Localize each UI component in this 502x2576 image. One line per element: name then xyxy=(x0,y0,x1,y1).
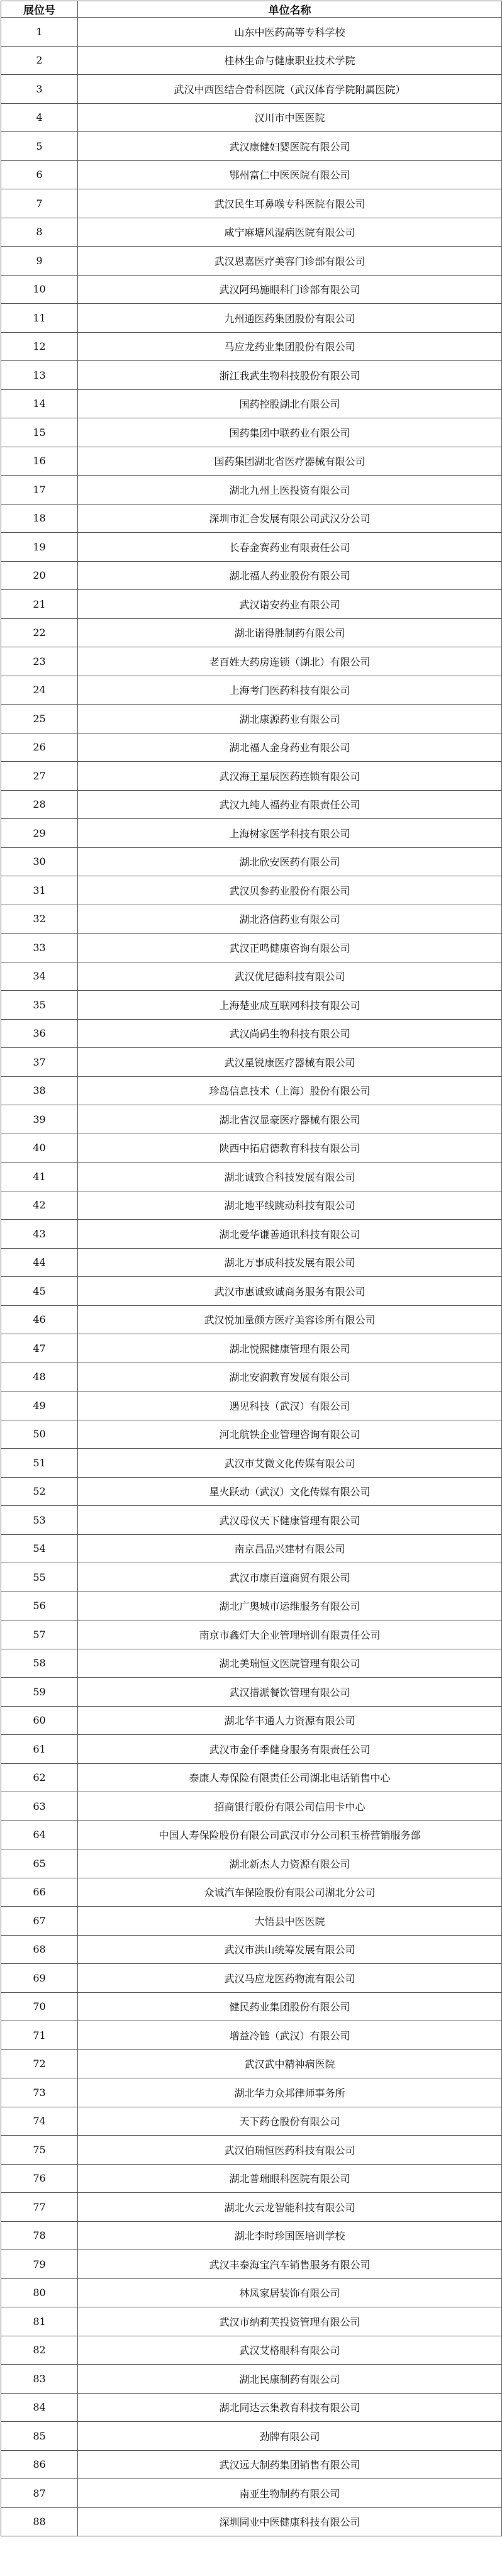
booth-number-cell: 3 xyxy=(1,75,78,104)
company-name-cell: 武汉市洪山统筹发展有限公司 xyxy=(78,1935,502,1964)
company-name-cell: 桂林生命与健康职业技术学院 xyxy=(78,46,502,75)
table-row xyxy=(1,1620,502,1649)
company-name-cell: 国药控股湖北有限公司 xyxy=(78,389,502,418)
booth-number-cell: 59 xyxy=(1,1678,78,1707)
table-row xyxy=(1,2393,502,2422)
booth-number-cell: 41 xyxy=(1,1163,78,1191)
company-name-cell: 劲牌有限公司 xyxy=(78,2422,502,2451)
table-row xyxy=(1,934,502,962)
company-name-cell: 国药集团中联药业有限公司 xyxy=(78,418,502,447)
company-name-cell: 众诚汽车保险股份有限公司湖北分公司 xyxy=(78,1878,502,1907)
table-row xyxy=(1,2136,502,2165)
table-row xyxy=(1,1305,502,1334)
booth-number-cell: 2 xyxy=(1,46,78,75)
table-row xyxy=(1,103,502,132)
company-name-cell: 山东中医药高等专科学校 xyxy=(78,18,502,47)
table-row xyxy=(1,1992,502,2021)
company-name-cell: 武汉优尼德科技有限公司 xyxy=(78,962,502,991)
table-row xyxy=(1,2193,502,2222)
company-name-cell: 湖北美瑞恒文医院管理有限公司 xyxy=(78,1649,502,1678)
booth-number-cell: 68 xyxy=(1,1935,78,1964)
booth-number-cell: 13 xyxy=(1,361,78,390)
table-row xyxy=(1,275,502,304)
table-row xyxy=(1,1363,502,1391)
booth-number-cell: 77 xyxy=(1,2193,78,2222)
company-name-cell: 武汉康健妇婴医院有限公司 xyxy=(78,132,502,161)
booth-number-cell: 14 xyxy=(1,389,78,418)
company-name-cell: 老百姓大药房连锁（湖北）有限公司 xyxy=(78,647,502,676)
company-name-cell: 遇见科技（武汉）有限公司 xyxy=(78,1391,502,1420)
company-name-cell: 湖北诚致合科技发展有限公司 xyxy=(78,1163,502,1191)
table-row xyxy=(1,189,502,218)
booth-number-cell: 34 xyxy=(1,962,78,991)
table-row xyxy=(1,1964,502,1993)
booth-number-cell: 56 xyxy=(1,1592,78,1620)
booth-number-cell: 43 xyxy=(1,1220,78,1249)
booth-number-cell: 25 xyxy=(1,705,78,733)
booth-number-cell: 48 xyxy=(1,1363,78,1391)
booth-number-cell: 31 xyxy=(1,876,78,905)
booth-number-cell: 27 xyxy=(1,762,78,791)
company-name-cell: 武汉诺安药业有限公司 xyxy=(78,590,502,619)
table-row xyxy=(1,705,502,733)
company-name-cell: 武汉中西医结合骨科医院（武汉体育学院附属医院） xyxy=(78,75,502,104)
booth-number-cell: 26 xyxy=(1,733,78,762)
table-row xyxy=(1,1105,502,1134)
booth-number-cell: 75 xyxy=(1,2136,78,2165)
table-row xyxy=(1,647,502,676)
company-name-cell: 湖北民康制药有限公司 xyxy=(78,2365,502,2394)
company-name-cell: 湖北普瑞眼科医院有限公司 xyxy=(78,2164,502,2193)
booth-number-cell: 12 xyxy=(1,332,78,361)
table-row xyxy=(1,962,502,991)
company-name-cell: 湖北地平线跳动科技有限公司 xyxy=(78,1191,502,1220)
table-row xyxy=(1,1907,502,1936)
table-row xyxy=(1,1420,502,1449)
company-name-cell: 湖北悦熙健康管理有限公司 xyxy=(78,1334,502,1363)
booth-number-cell: 42 xyxy=(1,1191,78,1220)
table-body xyxy=(1,18,502,2536)
booth-number-cell: 36 xyxy=(1,1019,78,1048)
booth-number-cell: 45 xyxy=(1,1277,78,1306)
company-name-cell: 南京市鑫灯大企业管理培训有限责任公司 xyxy=(78,1620,502,1649)
company-name-cell: 河北航铁企业管理咨询有限公司 xyxy=(78,1420,502,1449)
table-row xyxy=(1,2450,502,2479)
table-row xyxy=(1,2049,502,2078)
table-row xyxy=(1,1220,502,1249)
booth-number-cell: 54 xyxy=(1,1534,78,1563)
table-row xyxy=(1,2107,502,2136)
booth-number-cell: 73 xyxy=(1,2078,78,2107)
company-name-cell: 武汉武中精神病医院 xyxy=(78,2049,502,2078)
company-name-cell: 湖北福人金身药业有限公司 xyxy=(78,733,502,762)
table-row xyxy=(1,2365,502,2394)
company-name-cell: 增益冷链（武汉）有限公司 xyxy=(78,2021,502,2050)
booth-number-cell: 52 xyxy=(1,1477,78,1506)
booth-number-cell: 76 xyxy=(1,2164,78,2193)
booth-number-cell: 22 xyxy=(1,618,78,647)
table-row xyxy=(1,1506,502,1535)
table-row xyxy=(1,876,502,905)
booth-number-cell: 10 xyxy=(1,275,78,304)
company-name-cell: 武汉市纳莉芙投资管理有限公司 xyxy=(78,2307,502,2336)
table-row xyxy=(1,847,502,876)
booth-number-cell: 80 xyxy=(1,2278,78,2307)
booth-number-cell: 60 xyxy=(1,1706,78,1735)
company-name-cell: 武汉九纯人福药业有限责任公司 xyxy=(78,790,502,819)
company-name-cell: 武汉市惠诚致诚商务服务有限公司 xyxy=(78,1277,502,1306)
table-row xyxy=(1,332,502,361)
company-name-cell: 咸宁麻塘风湿病医院有限公司 xyxy=(78,218,502,247)
booth-number-cell: 61 xyxy=(1,1735,78,1764)
booth-number-cell: 30 xyxy=(1,847,78,876)
company-name-cell: 湖北福人药业股份有限公司 xyxy=(78,561,502,590)
table-row xyxy=(1,75,502,104)
company-name-cell: 招商银行股份有限公司信用卡中心 xyxy=(78,1792,502,1821)
booth-number-cell: 16 xyxy=(1,447,78,476)
table-row xyxy=(1,1706,502,1735)
table-row xyxy=(1,1649,502,1678)
table-row xyxy=(1,218,502,247)
booth-number-cell: 67 xyxy=(1,1907,78,1936)
company-name-cell: 泰康人寿保险有限责任公司湖北电话销售中心 xyxy=(78,1763,502,1792)
company-name-cell: 武汉恩嘉医疗美容门诊部有限公司 xyxy=(78,247,502,276)
table-row xyxy=(1,2164,502,2193)
booth-number-cell: 9 xyxy=(1,247,78,276)
table-row xyxy=(1,905,502,934)
booth-number-cell: 79 xyxy=(1,2250,78,2279)
table-row xyxy=(1,1563,502,1592)
booth-number-cell: 29 xyxy=(1,819,78,848)
company-name-cell: 鄂州富仁中医医院有限公司 xyxy=(78,160,502,189)
company-name-cell: 武汉市康百道商贸有限公司 xyxy=(78,1563,502,1592)
table-header xyxy=(1,1,502,18)
table-row xyxy=(1,389,502,418)
table-row xyxy=(1,819,502,848)
table-row xyxy=(1,561,502,590)
table-row xyxy=(1,46,502,75)
company-name-cell: 湖北欣安医药有限公司 xyxy=(78,847,502,876)
company-name-cell: 武汉市金仟季健身服务有限责任公司 xyxy=(78,1735,502,1764)
company-name-cell: 星火跃动（武汉）文化传媒有限公司 xyxy=(78,1477,502,1506)
booth-number-cell: 57 xyxy=(1,1620,78,1649)
table-row xyxy=(1,1820,502,1849)
table-row xyxy=(1,1477,502,1506)
exhibitor-table xyxy=(1,1,502,2536)
table-row xyxy=(1,533,502,562)
company-name-cell: 健民药业集团股份有限公司 xyxy=(78,1992,502,2021)
company-name-cell: 湖北华丰通人力资源有限公司 xyxy=(78,1706,502,1735)
table-row xyxy=(1,733,502,762)
booth-number-cell: 65 xyxy=(1,1849,78,1878)
company-name-cell: 湖北洛信药业有限公司 xyxy=(78,905,502,934)
company-name-cell: 湖北李时珍国医培训学校 xyxy=(78,2221,502,2250)
company-name-cell: 天下药仓股份有限公司 xyxy=(78,2107,502,2136)
company-name-cell: 马应龙药业集团股份有限公司 xyxy=(78,332,502,361)
company-name-cell: 九州通医药集团股份有限公司 xyxy=(78,304,502,333)
booth-number-cell: 7 xyxy=(1,189,78,218)
booth-number-cell: 66 xyxy=(1,1878,78,1907)
table-row xyxy=(1,1592,502,1620)
booth-number-cell: 88 xyxy=(1,2507,78,2536)
booth-number-cell: 87 xyxy=(1,2479,78,2508)
table-row xyxy=(1,1076,502,1105)
booth-number-cell: 35 xyxy=(1,991,78,1020)
booth-number-cell: 1 xyxy=(1,18,78,47)
table-row xyxy=(1,1048,502,1077)
company-name-cell: 珍岛信息技术（上海）股份有限公司 xyxy=(78,1076,502,1105)
company-name-cell: 湖北省汉显豪医疗器械有限公司 xyxy=(78,1105,502,1134)
table-row xyxy=(1,18,502,47)
table-row xyxy=(1,2336,502,2365)
booth-number-cell: 64 xyxy=(1,1820,78,1849)
booth-number-cell: 19 xyxy=(1,533,78,562)
table-row xyxy=(1,618,502,647)
booth-number-cell: 24 xyxy=(1,676,78,705)
company-name-cell: 长春金赛药业有限责任公司 xyxy=(78,533,502,562)
booth-number-cell: 23 xyxy=(1,647,78,676)
table-row xyxy=(1,1334,502,1363)
table-row xyxy=(1,2307,502,2336)
booth-number-cell: 46 xyxy=(1,1305,78,1334)
company-name-cell: 武汉民生耳鼻喉专科医院有限公司 xyxy=(78,189,502,218)
table-row xyxy=(1,447,502,476)
booth-number-cell: 8 xyxy=(1,218,78,247)
booth-number-cell: 37 xyxy=(1,1048,78,1077)
booth-number-cell: 78 xyxy=(1,2221,78,2250)
table-row xyxy=(1,1191,502,1220)
company-name-cell: 湖北诺得胜制药有限公司 xyxy=(78,618,502,647)
table-row xyxy=(1,2221,502,2250)
table-row xyxy=(1,1935,502,1964)
table-row xyxy=(1,1849,502,1878)
company-name-cell: 武汉悦加量颜方医疗美容诊所有限公司 xyxy=(78,1305,502,1334)
booth-number-cell: 4 xyxy=(1,103,78,132)
booth-number-cell: 51 xyxy=(1,1449,78,1478)
header-booth-number: 展位号 xyxy=(1,1,78,18)
company-name-cell: 湖北九州上医投资有限公司 xyxy=(78,476,502,505)
company-name-cell: 武汉市艾微文化传媒有限公司 xyxy=(78,1449,502,1478)
table-row xyxy=(1,2422,502,2451)
table-row xyxy=(1,247,502,276)
company-name-cell: 大悟县中医医院 xyxy=(78,1907,502,1936)
table-row xyxy=(1,1534,502,1563)
company-name-cell: 武汉措派餐饮管理有限公司 xyxy=(78,1678,502,1707)
company-name-cell: 深圳市汇合发展有限公司武汉分公司 xyxy=(78,504,502,533)
booth-number-cell: 15 xyxy=(1,418,78,447)
company-name-cell: 武汉正鸣健康咨询有限公司 xyxy=(78,934,502,962)
company-name-cell: 武汉母仪天下健康管理有限公司 xyxy=(78,1506,502,1535)
booth-number-cell: 74 xyxy=(1,2107,78,2136)
booth-number-cell: 82 xyxy=(1,2336,78,2365)
booth-number-cell: 28 xyxy=(1,790,78,819)
table-row xyxy=(1,1763,502,1792)
company-name-cell: 陕西中拓启德教育科技有限公司 xyxy=(78,1134,502,1163)
table-row xyxy=(1,1792,502,1821)
company-name-cell: 武汉尚码生物科技有限公司 xyxy=(78,1019,502,1048)
table-row xyxy=(1,2250,502,2279)
booth-number-cell: 50 xyxy=(1,1420,78,1449)
header-company-name: 单位名称 xyxy=(78,1,502,18)
booth-number-cell: 53 xyxy=(1,1506,78,1535)
table-row xyxy=(1,2507,502,2536)
booth-number-cell: 63 xyxy=(1,1792,78,1821)
company-name-cell: 湖北同达云集教育科技有限公司 xyxy=(78,2393,502,2422)
company-name-cell: 湖北广奥城市运维服务有限公司 xyxy=(78,1592,502,1620)
booth-number-cell: 18 xyxy=(1,504,78,533)
table-row xyxy=(1,676,502,705)
header-row xyxy=(1,1,502,18)
booth-number-cell: 40 xyxy=(1,1134,78,1163)
company-name-cell: 上海楚业成互联网科技有限公司 xyxy=(78,991,502,1020)
booth-number-cell: 49 xyxy=(1,1391,78,1420)
company-name-cell: 深圳同业中医健康科技有限公司 xyxy=(78,2507,502,2536)
table-row xyxy=(1,1735,502,1764)
booth-number-cell: 33 xyxy=(1,934,78,962)
company-name-cell: 国药集团湖北省医疗器械有限公司 xyxy=(78,447,502,476)
company-name-cell: 湖北新杰人力资源有限公司 xyxy=(78,1849,502,1878)
company-name-cell: 林凤家居装饰有限公司 xyxy=(78,2278,502,2307)
booth-number-cell: 62 xyxy=(1,1763,78,1792)
booth-number-cell: 44 xyxy=(1,1248,78,1277)
table-row xyxy=(1,418,502,447)
company-name-cell: 湖北万事成科技发展有限公司 xyxy=(78,1248,502,1277)
table-row xyxy=(1,1019,502,1048)
table-row xyxy=(1,160,502,189)
company-name-cell: 武汉伯瑞恒医药科技有限公司 xyxy=(78,2136,502,2165)
company-name-cell: 武汉马应龙医药物流有限公司 xyxy=(78,1964,502,1993)
table-row xyxy=(1,2078,502,2107)
company-name-cell: 上海树家医学科技有限公司 xyxy=(78,819,502,848)
booth-number-cell: 47 xyxy=(1,1334,78,1363)
table-row xyxy=(1,1163,502,1191)
company-name-cell: 浙江我武生物科技股份有限公司 xyxy=(78,361,502,390)
company-name-cell: 南京昌晶兴建材有限公司 xyxy=(78,1534,502,1563)
table-row xyxy=(1,790,502,819)
table-row xyxy=(1,2278,502,2307)
booth-number-cell: 55 xyxy=(1,1563,78,1592)
booth-number-cell: 71 xyxy=(1,2021,78,2050)
company-name-cell: 武汉艾格眼科有限公司 xyxy=(78,2336,502,2365)
booth-number-cell: 86 xyxy=(1,2450,78,2479)
booth-number-cell: 81 xyxy=(1,2307,78,2336)
table-row xyxy=(1,590,502,619)
booth-number-cell: 39 xyxy=(1,1105,78,1134)
table-row xyxy=(1,991,502,1020)
company-name-cell: 武汉海王星辰医药连锁有限公司 xyxy=(78,762,502,791)
table-row xyxy=(1,504,502,533)
booth-number-cell: 70 xyxy=(1,1992,78,2021)
table-row xyxy=(1,361,502,390)
company-name-cell: 南亚生物制药有限公司 xyxy=(78,2479,502,2508)
booth-number-cell: 5 xyxy=(1,132,78,161)
company-name-cell: 湖北爱华谦善通讯科技有限公司 xyxy=(78,1220,502,1249)
company-name-cell: 武汉星锐康医疗器械有限公司 xyxy=(78,1048,502,1077)
table-row xyxy=(1,476,502,505)
company-name-cell: 武汉贝参药业股份有限公司 xyxy=(78,876,502,905)
table-row xyxy=(1,1449,502,1478)
company-name-cell: 湖北安润教育发展有限公司 xyxy=(78,1363,502,1391)
company-name-cell: 湖北康源药业有限公司 xyxy=(78,705,502,733)
company-name-cell: 汉川市中医医院 xyxy=(78,103,502,132)
booth-number-cell: 83 xyxy=(1,2365,78,2394)
company-name-cell: 上海考门医药科技有限公司 xyxy=(78,676,502,705)
table-row xyxy=(1,1878,502,1907)
booth-number-cell: 58 xyxy=(1,1649,78,1678)
company-name-cell: 武汉丰泰海宝汽车销售服务有限公司 xyxy=(78,2250,502,2279)
table-row xyxy=(1,2021,502,2050)
table-row xyxy=(1,1391,502,1420)
table-row xyxy=(1,1248,502,1277)
table-row xyxy=(1,762,502,791)
table-row xyxy=(1,2479,502,2508)
table-row xyxy=(1,1678,502,1707)
company-name-cell: 中国人寿保险股份有限公司武汉市分公司积玉桥营销服务部 xyxy=(78,1820,502,1849)
company-name-cell: 武汉阿玛施眼科门诊部有限公司 xyxy=(78,275,502,304)
booth-number-cell: 6 xyxy=(1,160,78,189)
company-name-cell: 湖北华力众邦律师事务所 xyxy=(78,2078,502,2107)
booth-number-cell: 20 xyxy=(1,561,78,590)
booth-number-cell: 21 xyxy=(1,590,78,619)
booth-number-cell: 38 xyxy=(1,1076,78,1105)
table-row xyxy=(1,1134,502,1163)
booth-number-cell: 32 xyxy=(1,905,78,934)
booth-number-cell: 72 xyxy=(1,2049,78,2078)
booth-number-cell: 69 xyxy=(1,1964,78,1993)
booth-number-cell: 84 xyxy=(1,2393,78,2422)
table-row xyxy=(1,1277,502,1306)
company-name-cell: 湖北火云龙智能科技有限公司 xyxy=(78,2193,502,2222)
booth-number-cell: 85 xyxy=(1,2422,78,2451)
table-row xyxy=(1,132,502,161)
booth-number-cell: 11 xyxy=(1,304,78,333)
table-row xyxy=(1,304,502,333)
company-name-cell: 武汉远大制药集团销售有限公司 xyxy=(78,2450,502,2479)
booth-number-cell: 17 xyxy=(1,476,78,505)
